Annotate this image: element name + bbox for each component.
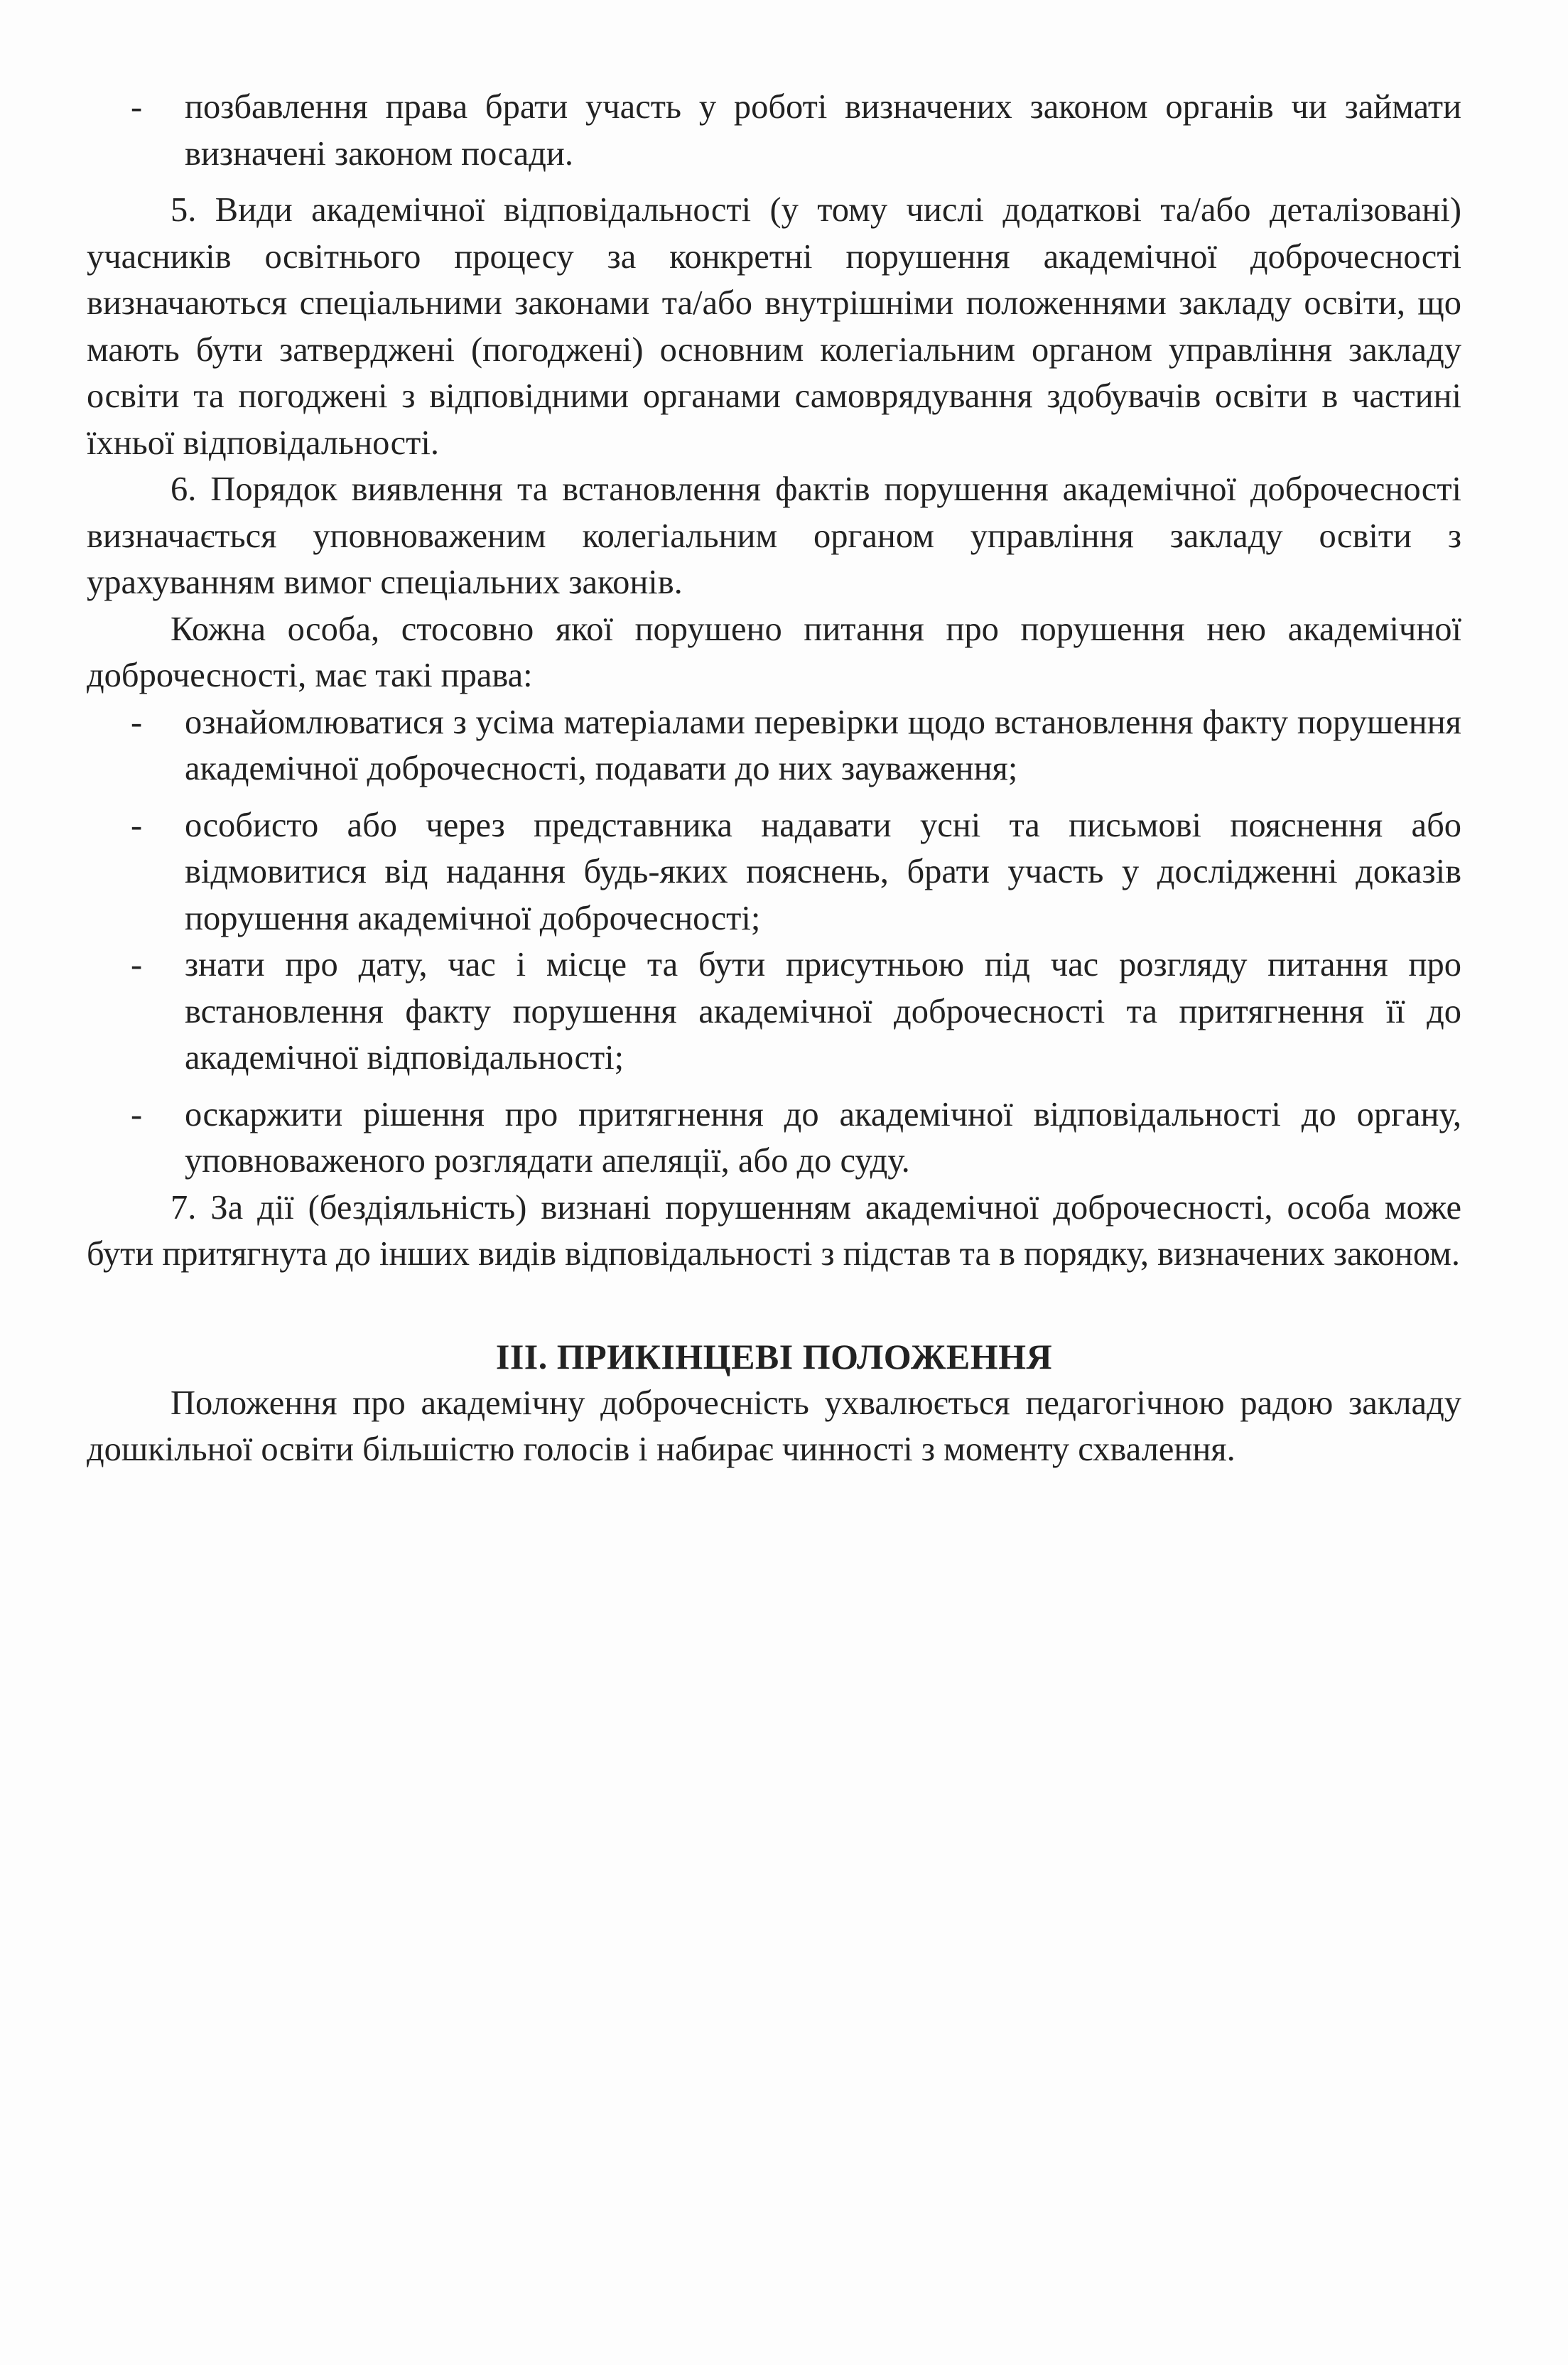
list-item: [87, 699, 1461, 792]
list-item-text: ознайомлюватися з усіма матеріалами перевірки щодо встановлення факту порушення академічної доброчесності, подавати до них зауваження;: [185, 703, 1461, 787]
list-item: [87, 942, 1461, 1082]
dash-bullet: -: [131, 703, 143, 741]
document-body: [87, 84, 1461, 1473]
dash-bullet: -: [131, 88, 143, 126]
section-heading: ІІІ. ПРИКІНЦЕВІ ПОЛОЖЕННЯ: [495, 1336, 1053, 1377]
list-item: [87, 802, 1461, 942]
rights-intro: Кожна особа, стосовно якої порушено питання про порушення нею академічної доброчесності, має такі права:: [87, 610, 1461, 694]
list-item-text: знати про дату, час і місце та бути присутньою під час розгляду питання про встановлення факту порушення академічної доброчесності та притягнення її до академічної відповідальності;: [185, 946, 1461, 1077]
list-item: [87, 84, 1461, 177]
dash-bullet: -: [131, 1095, 143, 1133]
list-item-text: оскаржити рішення про притягнення до академічної відповідальності до органу, уповноваженого розглядати апеляції, або до суду.: [185, 1095, 1461, 1180]
list-item-text: позбавлення права брати участь у роботі визначених законом органів чи займати визначені законом посади.: [185, 88, 1461, 173]
paragraph-5: 5. Види академічної відповідальності (у тому числі додаткові та/або деталізовані) учасників освітнього процесу за конкретні порушення академічної доброчесності визначаються спеціальними законами та/або внутрішніми положеннями закладу освіти, що мають бути затверджені (погоджені) основним колегіальним органом управління закладу освіти та погоджені з відповідними органами самоврядування здобувачів освіти в частині їхньої відповідальності.: [87, 191, 1461, 462]
paragraph-6: 6. Порядок виявлення та встановлення фактів порушення академічної доброчесності визначається уповноваженим колегіальним органом управління закладу освіти з урахуванням вимог спеціальних законів.: [87, 470, 1461, 601]
paragraph-7: 7. За дії (бездіяльність) визнані порушенням академічної доброчесності, особа може бути притягнута до інших видів відповідальності з підстав та в порядку, визначених законом.: [87, 1188, 1461, 1273]
final-paragraph: Положення про академічну доброчесність ухвалюється педагогічною радою закладу дошкільної освіти більшістю голосів і набирає чинності з моменту схвалення.: [87, 1384, 1461, 1468]
dash-bullet: -: [131, 806, 143, 844]
dash-bullet: -: [131, 946, 143, 984]
list-item-text: особисто або через представника надавати усні та письмові пояснення або відмовитися від надання будь-яких пояснень, брати участь у дослідженні доказів порушення академічної доброчесності;: [185, 806, 1461, 937]
list-item: [87, 1092, 1461, 1185]
